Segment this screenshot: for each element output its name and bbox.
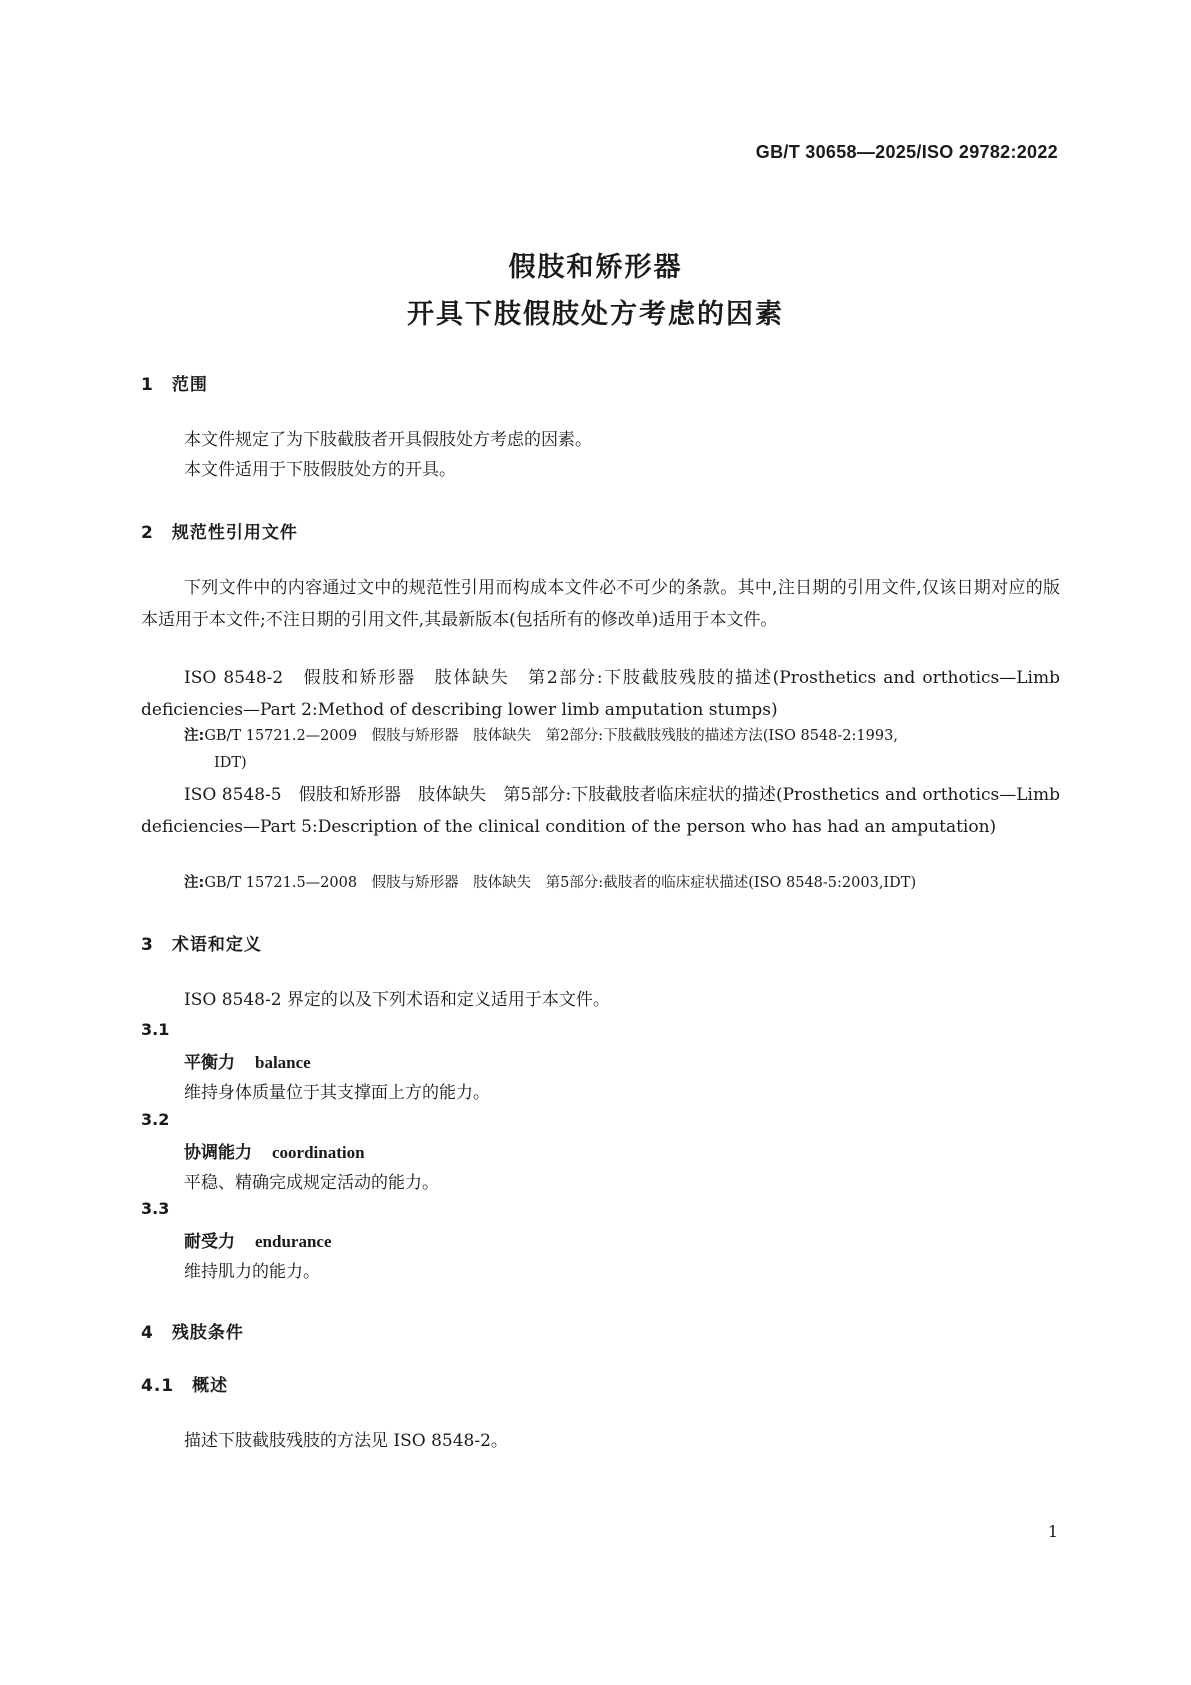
section-title: 术语和定义 [171, 935, 262, 955]
term-english: balance [255, 1053, 311, 1072]
subsection-title: 概述 [192, 1376, 229, 1396]
page-number: 1 [1047, 1522, 1058, 1541]
section-2-heading [141, 518, 1060, 543]
section-3-intro: ISO 8548-2 界定的以及下列术语和定义适用于本文件。 [184, 990, 610, 1010]
term-chinese: 耐受力 [184, 1232, 235, 1252]
term-definition: 平稳、精确完成规定活动的能力。 [184, 1173, 439, 1193]
term-entry [141, 1227, 1103, 1252]
term-english: coordination [272, 1143, 365, 1162]
note-text-line1: GB/T 15721.2—2009 假肢与矫形器 肢体缺失 第2部分:下肢截肢残肢的描述方法(ISO 8548-2:1993, [204, 728, 898, 744]
note-text: GB/T 15721.5—2008 假肢与矫形器 肢体缺失 第5部分:截肢者的临床症状描述(ISO 8548-5:2003,IDT) [204, 875, 917, 891]
section-title: 规范性引用文件 [171, 523, 298, 543]
term-definition: 维持身体质量位于其支撑面上方的能力。 [184, 1083, 490, 1103]
reference-1-note [141, 723, 1103, 777]
section-1-paragraph-2: 本文件适用于下肢假肢处方的开具。 [184, 460, 456, 480]
subsection-number: 4.1 [141, 1376, 175, 1396]
note-text-line2: IDT) [214, 755, 247, 771]
section-1-heading [141, 370, 1060, 395]
subsection-4-1-text: 描述下肢截肢残肢的方法见 ISO 8548-2。 [184, 1431, 508, 1451]
section-number: 2 [141, 523, 154, 543]
term-number: 3.3 [141, 1199, 170, 1218]
term-chinese: 平衡力 [184, 1053, 235, 1073]
section-1-paragraph-1: 本文件规定了为下肢截肢者开具假肢处方考虑的因素。 [184, 430, 592, 450]
term-chinese: 协调能力 [184, 1143, 252, 1163]
section-3-heading [141, 930, 1060, 955]
term-english: endurance [255, 1232, 332, 1251]
note-label: 注: [184, 875, 205, 891]
section-2-intro: 下列文件中的内容通过文中的规范性引用而构成本文件必不可少的条款。其中,注日期的引用文件,仅该日期对应的版本适用于本文件;不注日期的引用文件,其最新版本(包括所有的修改单)适用于本文件。 [141, 578, 1060, 630]
term-entry [141, 1048, 1103, 1073]
subsection-4-1-heading [141, 1371, 1060, 1396]
term-entry [141, 1138, 1103, 1163]
term-definition: 维持肌力的能力。 [184, 1262, 320, 1282]
normative-reference-2: ISO 8548-5 假肢和矫形器 肢体缺失 第5部分:下肢截肢者临床症状的描述(Prosthetics and orthotics—Limb deficiencies—Part 5:Description of the clinical condition of the person who has had an amputation) [141, 785, 1060, 837]
document-title-line1: 假肢和矫形器 [508, 252, 683, 283]
section-title: 范围 [171, 375, 208, 395]
section-number: 1 [141, 375, 154, 395]
section-title: 残肢条件 [171, 1323, 244, 1343]
section-number: 3 [141, 935, 154, 955]
term-number: 3.2 [141, 1110, 170, 1129]
section-4-heading [141, 1318, 1060, 1343]
section-number: 4 [141, 1323, 154, 1343]
normative-reference-1: ISO 8548-2 假肢和矫形器 肢体缺失 第2部分:下肢截肢残肢的描述(Prosthetics and orthotics—Limb deficiencies—Part 2:Method of describing lower limb amputation stumps) [141, 668, 1060, 720]
document-title-line2: 开具下肢假肢处方考虑的因素 [407, 299, 784, 330]
term-number: 3.1 [141, 1020, 170, 1039]
reference-2-note [141, 870, 1103, 897]
note-label: 注: [184, 728, 205, 744]
document-code: GB/T 30658—2025/ISO 29782:2022 [755, 142, 1058, 162]
